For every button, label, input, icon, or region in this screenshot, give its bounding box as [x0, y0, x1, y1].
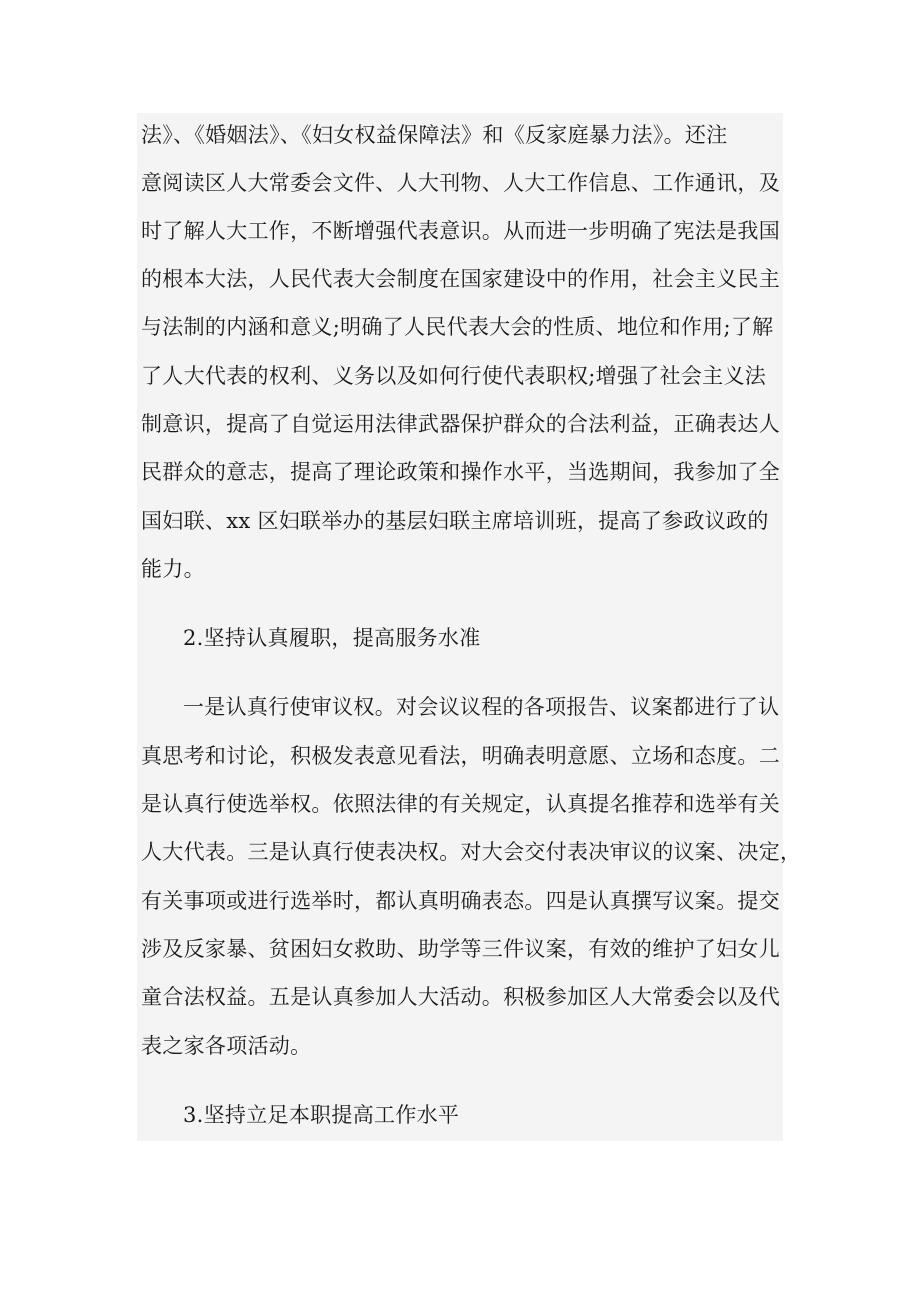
paragraph-line: 国妇联、xx 区妇联举办的基层妇联主席培训班，提高了参政议政的	[141, 509, 769, 533]
paragraph-line: 制意识，提高了自觉运用法律武器保护群众的合法利益，正确表达人	[141, 412, 780, 436]
paragraph-line: 是认真行使选举权。依照法律的有关规定，认真提名推荐和选举有关	[141, 792, 780, 816]
paragraph-line: 表之家各项活动。	[141, 1034, 312, 1058]
paragraph-line: 民群众的意志，提高了理论政策和操作水平，当选期间，我参加了全	[141, 460, 780, 484]
paragraph-line: 了人大代表的权利、义务以及如何行使代表职权;增强了社会主义法	[141, 364, 767, 388]
paragraph-line: 童合法权益。五是认真参加人大活动。积极参加区人大常委会以及代	[141, 985, 780, 1009]
paragraph-line: 人大代表。三是认真行使表决权。对大会交付表决审议的议案、决定，	[141, 840, 802, 864]
paragraph-line: 时了解人大工作，不断增强代表意识。从而进一步明确了宪法是我国	[141, 219, 780, 243]
section-heading-3: 3.坚持立足本职提高工作水平	[183, 1103, 460, 1127]
paragraph-line: 意阅读区人大常委会文件、人大刊物、人大工作信息、工作通讯，及	[141, 171, 780, 195]
paragraph-line: 能力。	[141, 557, 205, 581]
paragraph-line: 涉及反家暴、贫困妇女救助、助学等三件议案，有效的维护了妇女儿	[141, 937, 780, 961]
paragraph-line: 与法制的内涵和意义;明确了人民代表大会的性质、地位和作用;了解	[141, 315, 774, 339]
paragraph-line: 真思考和讨论，积极发表意见看法，明确表明意愿、立场和态度。二	[141, 744, 780, 768]
document-body	[137, 113, 802, 1141]
paragraph-line: 法》、《婚姻法》、《妇女权益保障法》和《反家庭暴力法》。还注	[141, 123, 728, 147]
paragraph-line: 有关事项或进行选举时，都认真明确表态。四是认真撰写议案。提交	[141, 889, 780, 913]
paragraph-line: 一是认真行使审议权。对会议议程的各项报告、议案都进行了认	[183, 695, 780, 719]
section-heading-2: 2.坚持认真履职，提高服务水准	[183, 626, 481, 650]
paragraph-line: 的根本大法，人民代表大会制度在国家建设中的作用，社会主义民主	[141, 267, 780, 291]
